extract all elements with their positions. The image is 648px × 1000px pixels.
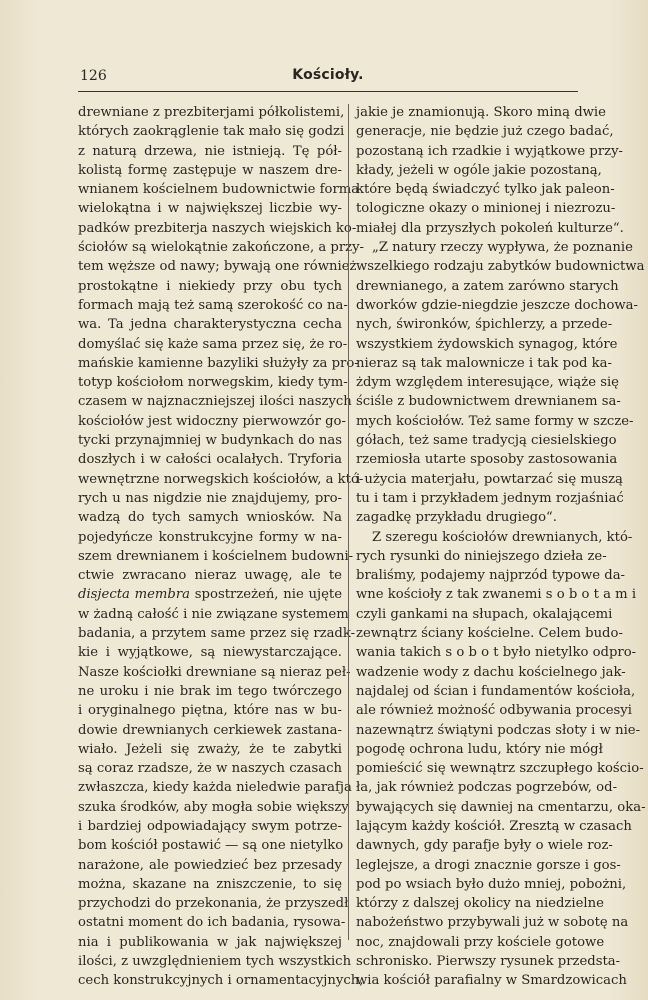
text-line: wadzenie wody z dachu kościelnego jak- <box>356 664 626 680</box>
left-text-column <box>78 103 364 991</box>
text-line: pozostaną ich rzadkie i wyjątkowe przy- <box>356 143 624 159</box>
column-divider <box>348 104 349 940</box>
text-line: badania, a przytem same przez się rzadk- <box>78 626 356 642</box>
text-line: są coraz rzadsze, że w naszych czasach <box>78 761 342 777</box>
text-line: gółach, też same tradycją ciesielskiego <box>356 433 617 449</box>
text-line: nieraz są tak malownicze i tak pod ka- <box>356 355 612 371</box>
text-span: spostrzeżeń, nie ujęte <box>190 587 343 603</box>
text-line: pod po wsiach było dużo mniej, pobożni, <box>356 876 627 892</box>
text-line: ostatni moment do ich badania, rysowa- <box>78 915 346 931</box>
text-line: szem drewnianem i kościelnem budowni- <box>78 548 354 564</box>
text-line: doszłych i w całości ocalałych. Tryforia <box>78 452 342 468</box>
text-line: żdym względem interesujące, wiąże się <box>356 375 619 391</box>
text-line: generacje, nie będzie już czego badać, <box>356 124 614 140</box>
text-line: wewnętrzne norwegskich kościołów, a któ- <box>78 471 364 487</box>
text-line: dawnych, gdy parafje były o wiele roz- <box>356 838 613 854</box>
text-line: nabożeństwo przybywali już w sobotę na <box>356 915 629 931</box>
text-line: dowie drewnianych cerkiewek zastana- <box>78 722 342 738</box>
text-line: Nasze kościołki drewniane są nieraz peł- <box>78 664 351 680</box>
text-line: wia kościół parafialny w Smardzowicach <box>356 973 627 989</box>
text-line: nych, świronków, śpichlerzy, a przede- <box>356 317 613 333</box>
text-line: pojedyńcze konstrukcyjne formy w na- <box>78 529 342 545</box>
text-line: ctwie zwracano nieraz uwagę, ale te <box>78 568 342 584</box>
text-line: pogodę ochrona ludu, który nie mógł <box>356 741 603 757</box>
text-line: padków prezbiterja naszych wiejskich ko- <box>78 220 357 236</box>
page-header <box>78 68 578 90</box>
text-line: formach mają też samą szerokość co na- <box>78 297 348 313</box>
text-line: z naturą drzewa, nie istnieją. Tę pół- <box>78 143 342 159</box>
text-line: bywających się dawniej na cmentarzu, oka- <box>356 799 646 815</box>
italic-phrase: disjecta membra <box>78 587 191 603</box>
text-line: Z szeregu kościołów drewnianych, któ- <box>372 529 633 545</box>
text-line: wadzą do tych samych wniosków. Na <box>78 510 342 526</box>
text-line: noc, znajdowali przy kościele gotowe <box>356 934 605 950</box>
text-line: mańskie kamienne bazyliki służyły za pro- <box>78 355 359 371</box>
text-line: totyp kościołom norwegskim, kiedy tym- <box>78 375 348 391</box>
text-line: nazewnątrz świątyni podczas słoty i w nie- <box>356 722 641 738</box>
running-title: Kościoły. <box>292 67 364 83</box>
text-line: wielokątna i w największej liczbie wy- <box>78 201 342 217</box>
text-line: które będą świadczyć tylko jak paleon- <box>356 182 615 198</box>
text-line: i bardziej odpowiadający swym potrze- <box>78 818 342 834</box>
text-line: zewnątrz ściany kościelne. Celem budo- <box>356 626 623 642</box>
text-line: których zaokrąglenie tak mało się godzi <box>78 124 345 140</box>
text-line: kie i wyjątkowe, są niewystarczające. <box>78 645 342 661</box>
text-line: wnianem kościelnem budownictwie forma <box>78 182 360 198</box>
text-line: „Z natury rzeczy wypływa, że poznanie <box>372 240 633 256</box>
text-line: przychodzi do przekonania, że przyszedł <box>78 896 349 912</box>
text-line: szuka środków, aby mogła sobie większy <box>78 799 349 815</box>
text-line: dworków gdzie-niegdzie jeszcze dochowa- <box>356 297 638 313</box>
text-line: w żadną całość i nie związane systemem <box>78 606 349 622</box>
text-line: ilości, z uwzględnieniem tych wszystkich <box>78 954 352 970</box>
text-line: można, skazane na zniszczenie, to się <box>78 876 342 892</box>
text-line: schronisko. Pierwszy rysunek przedsta- <box>356 954 621 970</box>
text-line: drewniane z prezbiterjami półkolistemi, <box>78 105 345 120</box>
text-line: zagadkę przykładu drugiego“. <box>356 510 557 526</box>
text-line: miałej dla przyszłych pokoleń kulturze“. <box>356 220 624 236</box>
text-line: wne kościoły z tak zwanemi s o b o t a m i <box>356 587 637 603</box>
text-line: mych kościołów. Też same formy w szcze- <box>356 413 634 429</box>
text-line: nia i publikowania w jak największej <box>78 934 342 950</box>
right-text-column <box>356 103 646 991</box>
text-line: ne uroku i nie brak im tego twórczego <box>78 683 342 699</box>
text-line: i użycia materjału, powtarzać się muszą <box>356 471 623 487</box>
text-line: wszelkiego rodzaju zabytków budownictwa <box>356 259 645 275</box>
text-line: ła, jak również podczas pogrzebów, od- <box>356 780 618 796</box>
text-line: braliśmy, podajemy najprzód typowe da- <box>356 568 626 584</box>
page-number: 126 <box>80 68 107 84</box>
text-line: i oryginalnego piętna, które nas w bu- <box>78 703 342 719</box>
text-line: ale również możność odbywania procesyi <box>356 703 632 719</box>
text-line <box>78 585 342 604</box>
text-line: pomieścić się wewnątrz szczupłego kościo- <box>356 761 644 777</box>
text-line: którzy z dalszej okolicy na niedzielne <box>356 896 604 912</box>
text-line: tycki przynajmniej w budynkach do nas <box>78 433 342 449</box>
text-line: domyślać się każe sama przez się, że ro- <box>78 336 348 352</box>
text-line: jakie je znamionują. Skoro miną dwie <box>356 105 606 120</box>
text-line: rzemiosła utarte sposoby zastosowania <box>356 452 618 468</box>
text-line: kolistą formę zastępuje w naszem dre- <box>78 162 342 178</box>
text-line: tem węższe od nawy; bywają one również <box>78 259 357 275</box>
text-line: kościołów jest widoczny pierwowzór go- <box>78 413 346 429</box>
text-line: tologiczne okazy o minionej i niezrozu- <box>356 201 616 217</box>
text-line: wa. Ta jedna charakterystyczna cecha <box>78 317 342 333</box>
header-rule <box>78 91 578 92</box>
text-line: leglejsze, a drogi znacznie gorsze i gos- <box>356 857 621 873</box>
text-line: zwłaszcza, kiedy każda nieledwie parafja <box>78 780 352 796</box>
text-line: drewnianego, a zatem zarówno starych <box>356 278 619 294</box>
text-line: rych rysunki do niniejszego dzieła ze- <box>356 548 607 564</box>
text-line: najdalej od ścian i fundamentów kościoła, <box>356 683 636 699</box>
text-line: cech konstrukcyjnych i ornamentacyjnych, <box>78 973 364 989</box>
text-line: rych u nas nigdzie nie znajdujemy, pro- <box>78 490 342 506</box>
text-line: czasem w najznaczniejszej ilości naszych <box>78 394 352 410</box>
text-line: tu i tam i przykładem jednym rozjaśniać <box>356 490 624 506</box>
text-line: ściśle z budownictwem drewnianem sa- <box>356 394 621 410</box>
text-line: wszystkiem żydowskich synagog, które <box>356 336 618 352</box>
text-line: narażone, ale powiedzieć bez przesady <box>78 857 342 873</box>
text-line: ściołów są wielokątnie zakończone, a przy- <box>78 240 364 256</box>
text-line: wania takich s o b o t było nietylko odpro- <box>356 645 637 661</box>
text-line: kłady, jeżeli w ogóle jakie pozostaną, <box>356 162 602 178</box>
text-line: czyli gankami na słupach, okalającemi <box>356 606 613 622</box>
text-line: bom kościół postawić — są one nietylko <box>78 838 344 854</box>
text-line: lającym każdy kościół. Zresztą w czasach <box>356 818 632 834</box>
text-line: wiało. Jeżeli się zważy, że te zabytki <box>78 741 342 757</box>
text-line: prostokątne i niekiedy przy obu tych <box>78 278 342 294</box>
